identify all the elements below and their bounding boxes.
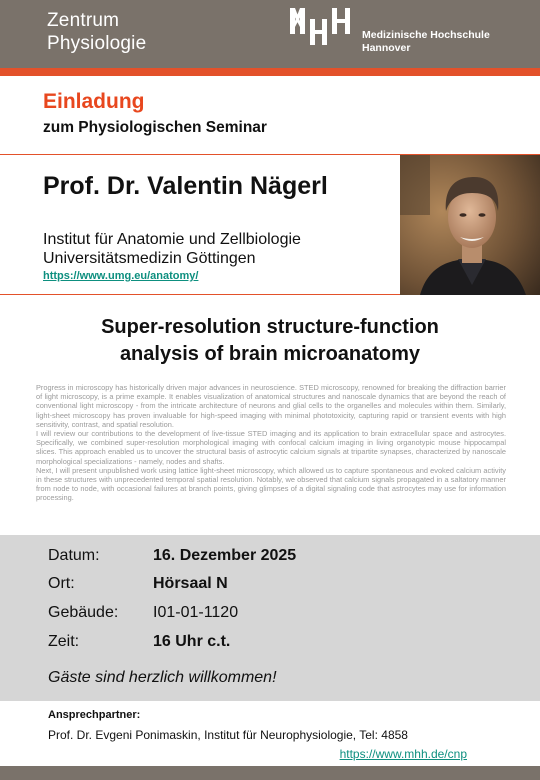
- speaker-name: Prof. Dr. Valentin Nägerl: [43, 172, 328, 200]
- mhh-logo-icon: [288, 5, 354, 45]
- abstract-paragraph-2: I will review our contributions to the development of live-tissue STED imaging and its application to brain extracellular space and astrocytes. Specifically, we combined super-resolution morphological imaging with confocal calcium imaging in living organotypic mouse hippocampal slices. This approach enabled us to uncover the structural basis of astrocytic calcium signals at tripartite synapses, characterized by nanoscale morphological specializations - namely, nodes and shafts.: [36, 429, 506, 466]
- time-value: 16 Uhr c.t.: [153, 633, 231, 650]
- footer-bar: [0, 766, 540, 780]
- invitation-subtitle: zum Physiologischen Seminar: [43, 119, 267, 136]
- institution-name-line1: Medizinische Hochschule: [362, 29, 490, 41]
- header-bar: [0, 0, 540, 68]
- speaker-link[interactable]: https://www.umg.eu/anatomy/: [43, 270, 199, 282]
- talk-title: [20, 314, 520, 368]
- divider-speaker: [0, 294, 400, 295]
- unit-name: [47, 9, 146, 55]
- institution-name-line2: Hannover: [362, 42, 411, 54]
- abstract-paragraph-1: Progress in microscopy has historically driven major advances in neuroscience. STED microscopy, renowned for breaking the diffraction barrier of light microscopy, is a prime example. It enables visualization of anatomical structures and nanoscale dynamics that are beyond the reach of conventional light microscopy - from the intricate architecture of neurons and glial cells to the organelles and molecules within them. Similarly, light-sheet microscopy has proven invaluable for high-speed imaging with minimal phototoxicity, capturing rapid or transient events with high sensitivity, contrast, and spatial resolution.: [36, 383, 506, 429]
- talk-title-line1: Super-resolution structure-function: [101, 316, 439, 338]
- date-value: 16. Dezember 2025: [153, 547, 297, 564]
- place-label: Ort:: [48, 575, 75, 592]
- date-label: Datum:: [48, 547, 100, 564]
- building-label: Gebäude:: [48, 604, 119, 621]
- contact-link[interactable]: https://www.mhh.de/cnp: [339, 747, 467, 761]
- talk-title-line2: analysis of brain microanatomy: [119, 343, 421, 365]
- contact-text: Prof. Dr. Evgeni Ponimaskin, Institut für Neurophysiologie, Tel: 4858: [48, 728, 408, 742]
- unit-name-line2: Physiologie: [47, 33, 147, 54]
- invitation-title: Einladung: [43, 90, 145, 113]
- abstract-paragraph-3: Next, I will present unpublished work using lattice light-sheet microscopy, which allowed us to capture spontaneous and evoked calcium activity in these structures with unprecedented temporal spatial resolution. Notably, we observed that calcium signals propagated in a saltatory manner from node to node, with occasional failures at branch points, giving glimpses of a digital signaling code that astrocytes may use for information processing.: [36, 465, 506, 503]
- welcome-text: Gäste sind herzlich willkommen!: [48, 669, 277, 686]
- building-value: I01-01-1120: [153, 604, 239, 621]
- accent-bar: [0, 68, 540, 76]
- unit-name-line1: Zentrum: [47, 10, 120, 31]
- talk-abstract: [36, 383, 506, 503]
- institution-name: [362, 29, 490, 55]
- speaker-institute-line2: Universitätsmedizin Göttingen: [43, 250, 256, 267]
- speaker-photo: [400, 155, 540, 295]
- contact-heading: Ansprechpartner:: [48, 709, 141, 721]
- speaker-institute-line1: Institut für Anatomie und Zellbiologie: [43, 231, 301, 248]
- place-value: Hörsaal N: [153, 575, 228, 592]
- time-label: Zeit:: [48, 633, 80, 650]
